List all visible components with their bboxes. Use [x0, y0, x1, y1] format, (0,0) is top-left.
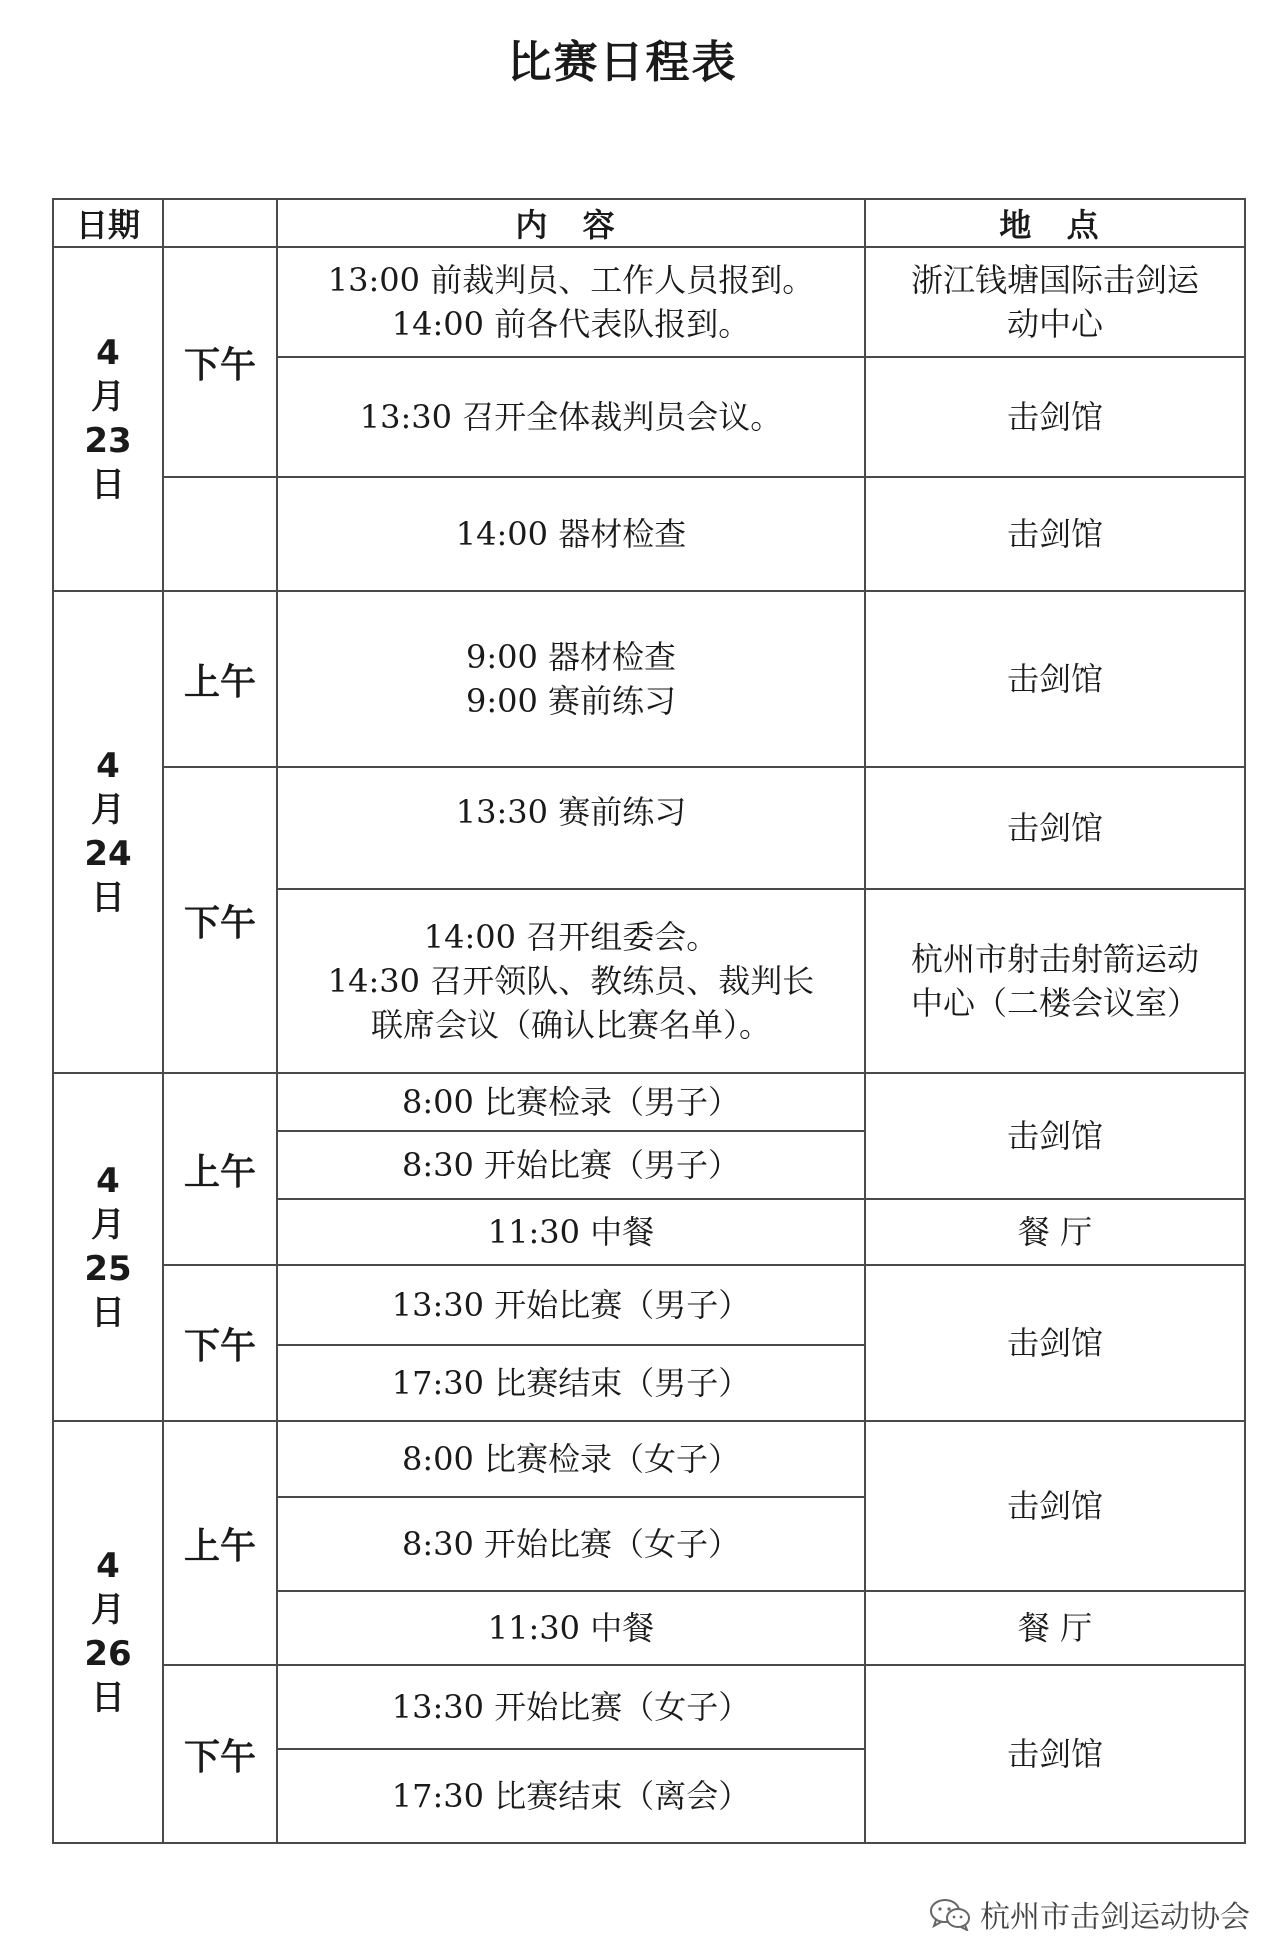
date-label [54, 744, 162, 920]
content-cell: 8:00 比赛检录（女子） [277, 1421, 865, 1497]
text-line: 日 [91, 878, 125, 918]
table-row [53, 477, 1245, 591]
text-line: 4 [96, 746, 120, 786]
content-cell: 13:30 召开全体裁判员会议。 [277, 357, 865, 477]
text-line: 13:00 前裁判员、工作人员报到。 [327, 261, 815, 299]
text-line: 浙江钱塘国际击剑运 [910, 261, 1199, 299]
text-line: 9:00 赛前练习 [465, 682, 677, 720]
place-cell: 击剑馆 [865, 1665, 1245, 1843]
text-line: 23 [84, 421, 132, 461]
table-row [53, 1421, 1245, 1497]
place-cell: 击剑馆 [865, 1265, 1245, 1421]
period-cell: 上午 [163, 591, 277, 767]
content-cell: 8:00 比赛检录（男子） [277, 1073, 865, 1131]
period-cell: 上午 [163, 1073, 277, 1265]
table-row [53, 1665, 1245, 1749]
header-place: 地 点 [865, 199, 1245, 247]
place-cell: 击剑馆 [865, 767, 1245, 889]
content-cell: 13:30 开始比赛（女子） [277, 1665, 865, 1749]
table-row [53, 1265, 1245, 1345]
text-line: 联席会议（确认比赛名单）。 [370, 1006, 771, 1044]
table-row [53, 767, 1245, 889]
place-cell [865, 889, 1245, 1073]
content-cell [277, 889, 865, 1073]
table-row [53, 591, 1245, 767]
period-cell: 下午 [163, 1665, 277, 1843]
period-cell: 下午 [163, 247, 277, 477]
footer-text: 杭州市击剑运动协会 [980, 1900, 1250, 1935]
period-cell: 上午 [163, 1421, 277, 1665]
text-line: 杭州市射击射箭运动 [910, 940, 1199, 978]
period-cell-empty [163, 477, 277, 591]
content-cell: 11:30 中餐 [277, 1591, 865, 1665]
content-cell: 14:00 器材检查 [277, 477, 865, 591]
content-cell [277, 247, 865, 357]
table-header-row [53, 199, 1245, 247]
text-line: 14:00 召开组委会。 [423, 918, 719, 956]
date-label [54, 331, 162, 507]
place-cell: 击剑馆 [865, 1421, 1245, 1591]
header-date: 日期 [53, 199, 163, 247]
content-cell [277, 591, 865, 767]
text-line: 26 [84, 1634, 132, 1674]
place-cell: 击剑馆 [865, 477, 1245, 591]
period-cell: 下午 [163, 1265, 277, 1421]
text-line: 4 [96, 333, 120, 373]
text-line: 4 [96, 1546, 120, 1586]
place-cell: 击剑馆 [865, 357, 1245, 477]
schedule-table [52, 198, 1246, 1844]
text-line: 14:00 前各代表队报到。 [391, 305, 751, 343]
content-cell: 13:30 开始比赛（男子） [277, 1265, 865, 1345]
wechat-icon [928, 1897, 972, 1931]
text-line: 动中心 [1006, 305, 1103, 343]
text-line: 9:00 器材检查 [465, 638, 677, 676]
date-label [54, 1544, 162, 1720]
date-label [54, 1159, 162, 1335]
text-line: 14:30 召开领队、教练员、裁判长 [327, 962, 815, 1000]
date-cell [53, 1421, 163, 1843]
period-cell: 下午 [163, 767, 277, 1073]
text-line: 月 [91, 377, 125, 417]
place-cell: 餐 厅 [865, 1591, 1245, 1665]
text-line: 25 [84, 1249, 132, 1289]
table-row [53, 1073, 1245, 1131]
header-period [163, 199, 277, 247]
header-content: 内 容 [277, 199, 865, 247]
table-row [53, 247, 1245, 357]
page-title: 比赛日程表 [507, 37, 738, 88]
text-line: 日 [91, 465, 125, 505]
content-cell: 17:30 比赛结束（男子） [277, 1345, 865, 1421]
text-line: 月 [91, 1205, 125, 1245]
content-cell: 8:30 开始比赛（女子） [277, 1497, 865, 1591]
place-cell: 餐 厅 [865, 1199, 1245, 1265]
date-cell [53, 1073, 163, 1421]
text-line: 日 [91, 1293, 125, 1333]
text-line: 月 [91, 1590, 125, 1630]
text-line: 月 [91, 790, 125, 830]
content-cell: 13:30 赛前练习 [277, 767, 865, 889]
footer-watermark [928, 1892, 1250, 1936]
content-cell: 8:30 开始比赛（男子） [277, 1131, 865, 1199]
place-cell: 击剑馆 [865, 1073, 1245, 1199]
date-cell [53, 247, 163, 591]
place-cell: 击剑馆 [865, 591, 1245, 767]
content-cell: 11:30 中餐 [277, 1199, 865, 1265]
text-line: 日 [91, 1678, 125, 1718]
text-line: 24 [84, 834, 132, 874]
place-cell [865, 247, 1245, 357]
text-line: 中心（二楼会议室） [910, 984, 1199, 1022]
date-cell [53, 591, 163, 1073]
content-cell: 17:30 比赛结束（离会） [277, 1749, 865, 1843]
text-line: 4 [96, 1161, 120, 1201]
